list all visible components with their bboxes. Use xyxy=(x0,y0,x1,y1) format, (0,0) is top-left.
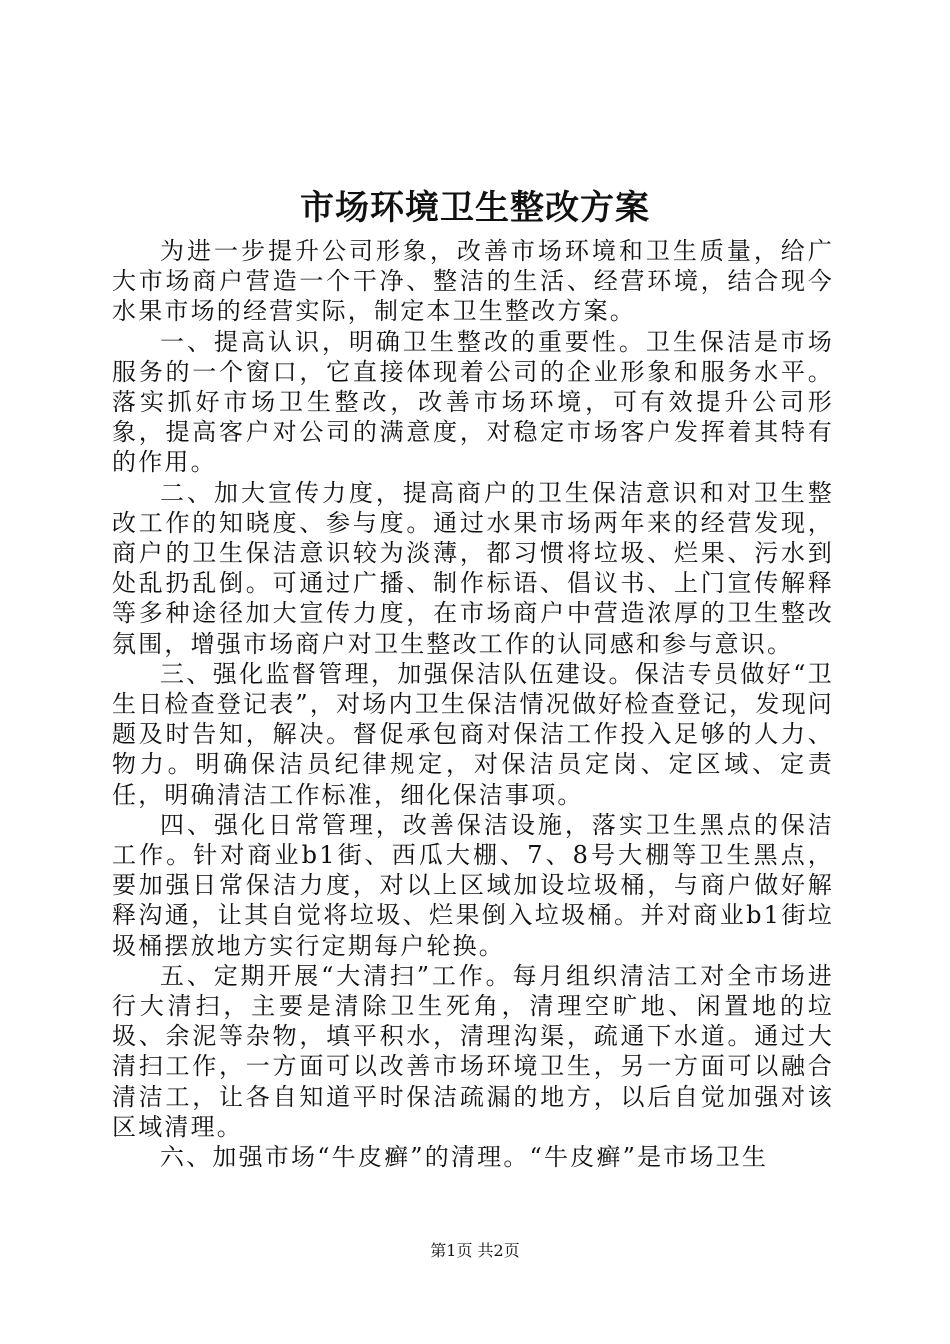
page-number-footer: 第1页 共2页 xyxy=(430,1241,520,1260)
paragraph-section-6: 六、加强市场“牛皮癣”的清理。“牛皮癣”是市场卫生 xyxy=(160,1143,769,1172)
paragraph-section-3: 三、强化监督管理，加强保洁队伍建设。保洁专员做好“卫生日检查登记表”，对场内卫生保洁情况做好检查登记，发现问题及时告知，解决。督促承包商对保洁工作投入足够的人力、物力。明确保洁员纪律规定，对保洁员定岗、定区域、定责任，明确清洁工作标准，细化保洁事项。 xyxy=(112,659,834,809)
paragraph-section-4: 四、强化日常管理，改善保洁设施，落实卫生黑点的保洁工作。针对商业b1街、西瓜大棚、7、8号大棚等卫生黑点，要加强日常保洁力度，对以上区域加设垃圾桶，与商户做好解释沟通，让其自觉将垃圾、烂果倒入垃圾桶。并对商业b1街垃圾桶摆放地方实行定期每户轮换。 xyxy=(112,810,834,960)
paragraph-section-5: 五、定期开展“大清扫”工作。每月组织清洁工对全市场进行大清扫，主要是清除卫生死角，清理空旷地、闲置地的垃圾、余泥等杂物，填平积水，清理沟渠，疏通下水道。通过大清扫工作，一方面可以改善市场环境卫生，另一方面可以融合清洁工，让各自知道平时保洁疏漏的地方，以后自觉加强对该区域清理。 xyxy=(112,961,834,1141)
paragraph-intro: 为进一步提升公司形象，改善市场环境和卫生质量，给广大市场商户营造一个干净、整洁的生活、经营环境，结合现今水果市场的经营实际，制定本卫生整改方案。 xyxy=(112,237,834,326)
document-body xyxy=(112,236,834,1172)
document-title: 市场环境卫生整改方案 xyxy=(300,188,650,228)
paragraph-section-1: 一、提高认识，明确卫生整改的重要性。卫生保洁是市场服务的一个窗口，它直接体现着公司的企业形象和服务水平。落实抓好市场卫生整改，改善市场环境，可有效提升公司形象，提高客户对公司的满意度，对稳定市场客户发挥着其特有的作用。 xyxy=(112,327,834,477)
paragraph-section-2: 二、加大宣传力度，提高商户的卫生保洁意识和对卫生整改工作的知晓度、参与度。通过水果市场两年来的经营发现，商户的卫生保洁意识较为淡薄，都习惯将垃圾、烂果、污水到处乱扔乱倒。可通过广播、制作标语、倡议书、上门宣传解释等多种途径加大宣传力度，在市场商户中营造浓厚的卫生整改氛围，增强市场商户对卫生整改工作的认同感和参与意识。 xyxy=(112,478,834,658)
